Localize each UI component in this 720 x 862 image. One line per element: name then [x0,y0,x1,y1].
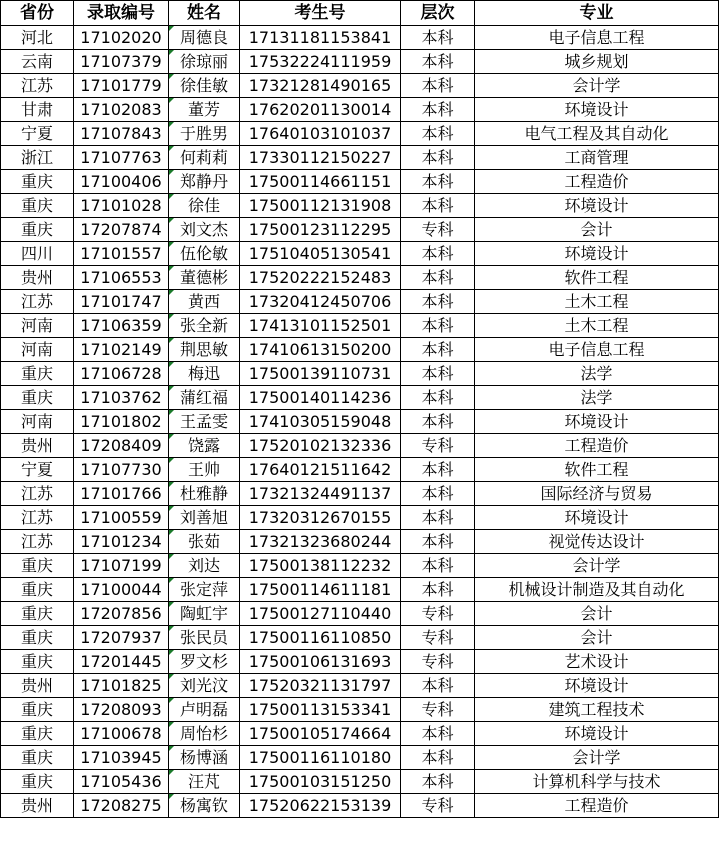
cell-exam-no: 17410305159048 [240,410,401,434]
cell-major: 环境设计 [475,722,719,746]
cell-level: 专科 [401,602,475,626]
cell-exam-no: 17131181153841 [240,26,401,50]
cell-name: 陶虹宇 [169,602,240,626]
cell-admission-no: 17107763 [74,146,169,170]
cell-name: 郑静丹 [169,170,240,194]
cell-exam-no: 17500106131693 [240,650,401,674]
header-name: 姓名 [169,1,240,26]
cell-province: 河南 [1,338,74,362]
cell-province: 四川 [1,242,74,266]
cell-level: 本科 [401,482,475,506]
cell-level: 专科 [401,626,475,650]
cell-exam-no: 17500127110440 [240,602,401,626]
cell-province: 江苏 [1,506,74,530]
cell-major: 视觉传达设计 [475,530,719,554]
cell-province: 宁夏 [1,458,74,482]
cell-level: 本科 [401,722,475,746]
cell-admission-no: 17101802 [74,410,169,434]
table-row [1,698,719,722]
cell-province: 河南 [1,314,74,338]
cell-level: 本科 [401,530,475,554]
cell-name: 张民员 [169,626,240,650]
cell-level: 本科 [401,554,475,578]
cell-admission-no: 17107199 [74,554,169,578]
cell-province: 江苏 [1,482,74,506]
cell-exam-no: 17640121511642 [240,458,401,482]
cell-admission-no: 17101557 [74,242,169,266]
cell-province: 江苏 [1,290,74,314]
cell-province: 重庆 [1,650,74,674]
cell-name: 刘善旭 [169,506,240,530]
cell-level: 本科 [401,74,475,98]
cell-major: 环境设计 [475,98,719,122]
table-row [1,722,719,746]
cell-name: 董德彬 [169,266,240,290]
cell-major: 环境设计 [475,194,719,218]
header-admission-no: 录取编号 [74,1,169,26]
cell-level: 本科 [401,314,475,338]
cell-province: 重庆 [1,626,74,650]
cell-major: 工程造价 [475,794,719,818]
cell-major: 机械设计制造及其自动化 [475,578,719,602]
cell-level: 本科 [401,194,475,218]
cell-exam-no: 17500139110731 [240,362,401,386]
cell-province: 河北 [1,26,74,50]
cell-level: 本科 [401,50,475,74]
table-row [1,50,719,74]
table-row [1,122,719,146]
cell-major: 电子信息工程 [475,26,719,50]
cell-name: 刘达 [169,554,240,578]
header-major: 专业 [475,1,719,26]
table-row [1,746,719,770]
cell-exam-no: 17500140114236 [240,386,401,410]
cell-major: 环境设计 [475,674,719,698]
cell-province: 重庆 [1,194,74,218]
cell-admission-no: 17101747 [74,290,169,314]
cell-level: 本科 [401,578,475,602]
cell-province: 重庆 [1,722,74,746]
cell-exam-no: 17320412450706 [240,290,401,314]
cell-province: 重庆 [1,578,74,602]
cell-level: 本科 [401,242,475,266]
cell-exam-no: 17500114661151 [240,170,401,194]
cell-major: 会计学 [475,554,719,578]
cell-admission-no: 17207856 [74,602,169,626]
cell-major: 法学 [475,386,719,410]
cell-name: 徐佳 [169,194,240,218]
cell-name: 伍伦敏 [169,242,240,266]
cell-admission-no: 17100044 [74,578,169,602]
cell-major: 环境设计 [475,242,719,266]
cell-admission-no: 17106553 [74,266,169,290]
cell-level: 本科 [401,98,475,122]
cell-name: 饶露 [169,434,240,458]
cell-exam-no: 17620201130014 [240,98,401,122]
cell-province: 贵州 [1,434,74,458]
cell-province: 重庆 [1,554,74,578]
cell-major: 土木工程 [475,314,719,338]
cell-exam-no: 17413101152501 [240,314,401,338]
cell-province: 江苏 [1,74,74,98]
cell-major: 城乡规划 [475,50,719,74]
cell-name: 荆思敏 [169,338,240,362]
cell-name: 周怡杉 [169,722,240,746]
cell-major: 土木工程 [475,290,719,314]
cell-major: 工程造价 [475,170,719,194]
cell-major: 电气工程及其自动化 [475,122,719,146]
table-row [1,410,719,434]
cell-admission-no: 17107730 [74,458,169,482]
cell-province: 重庆 [1,170,74,194]
cell-level: 专科 [401,434,475,458]
cell-name: 杨寓钦 [169,794,240,818]
table-row [1,98,719,122]
cell-province: 云南 [1,50,74,74]
table-row [1,794,719,818]
table-row [1,362,719,386]
cell-level: 专科 [401,650,475,674]
table-row [1,338,719,362]
cell-exam-no: 17510405130541 [240,242,401,266]
cell-admission-no: 17207874 [74,218,169,242]
cell-name: 梅迅 [169,362,240,386]
cell-province: 重庆 [1,386,74,410]
cell-major: 会计 [475,602,719,626]
cell-major: 会计学 [475,74,719,98]
cell-name: 徐佳敏 [169,74,240,98]
cell-major: 计算机科学与技术 [475,770,719,794]
cell-level: 本科 [401,386,475,410]
cell-name: 杨博涵 [169,746,240,770]
cell-admission-no: 17102083 [74,98,169,122]
cell-admission-no: 17102149 [74,338,169,362]
table-row [1,674,719,698]
table-row [1,650,719,674]
cell-name: 张定萍 [169,578,240,602]
cell-level: 专科 [401,794,475,818]
cell-level: 本科 [401,122,475,146]
cell-exam-no: 17500123112295 [240,218,401,242]
cell-exam-no: 17410613150200 [240,338,401,362]
table-row [1,458,719,482]
cell-name: 汪芃 [169,770,240,794]
cell-province: 重庆 [1,698,74,722]
cell-major: 国际经济与贸易 [475,482,719,506]
cell-admission-no: 17208093 [74,698,169,722]
cell-exam-no: 17500114611181 [240,578,401,602]
cell-major: 会计 [475,218,719,242]
cell-exam-no: 17532224111959 [240,50,401,74]
table-row [1,218,719,242]
cell-level: 本科 [401,170,475,194]
cell-name: 刘文杰 [169,218,240,242]
cell-province: 河南 [1,410,74,434]
cell-level: 本科 [401,290,475,314]
cell-province: 浙江 [1,146,74,170]
cell-admission-no: 17201445 [74,650,169,674]
header-row [1,1,719,26]
cell-province: 重庆 [1,218,74,242]
cell-province: 重庆 [1,602,74,626]
table-row [1,266,719,290]
table-row [1,434,719,458]
cell-province: 重庆 [1,746,74,770]
cell-province: 江苏 [1,530,74,554]
cell-admission-no: 17102020 [74,26,169,50]
table-row [1,530,719,554]
table-row [1,26,719,50]
header-province: 省份 [1,1,74,26]
table-row [1,74,719,98]
cell-province: 宁夏 [1,122,74,146]
cell-major: 软件工程 [475,458,719,482]
cell-level: 本科 [401,362,475,386]
cell-admission-no: 17101028 [74,194,169,218]
table-row [1,386,719,410]
cell-exam-no: 17500116110180 [240,746,401,770]
cell-exam-no: 17321281490165 [240,74,401,98]
cell-exam-no: 17330112150227 [240,146,401,170]
cell-name: 蒲红福 [169,386,240,410]
cell-name: 罗文杉 [169,650,240,674]
cell-admission-no: 17106728 [74,362,169,386]
table-row [1,602,719,626]
cell-admission-no: 17105436 [74,770,169,794]
cell-province: 甘肃 [1,98,74,122]
cell-name: 徐琼丽 [169,50,240,74]
cell-level: 本科 [401,146,475,170]
cell-admission-no: 17100406 [74,170,169,194]
cell-exam-no: 17520622153139 [240,794,401,818]
cell-exam-no: 17520222152483 [240,266,401,290]
cell-major: 电子信息工程 [475,338,719,362]
cell-name: 杜雅静 [169,482,240,506]
cell-exam-no: 17500105174664 [240,722,401,746]
cell-admission-no: 17208409 [74,434,169,458]
cell-exam-no: 17500138112232 [240,554,401,578]
cell-level: 本科 [401,506,475,530]
cell-exam-no: 17500116110850 [240,626,401,650]
cell-major: 环境设计 [475,410,719,434]
cell-name: 于胜男 [169,122,240,146]
cell-exam-no: 17500103151250 [240,770,401,794]
cell-level: 本科 [401,458,475,482]
cell-admission-no: 17208275 [74,794,169,818]
cell-name: 王孟雯 [169,410,240,434]
cell-name: 刘光汶 [169,674,240,698]
cell-admission-no: 17207937 [74,626,169,650]
table-row [1,314,719,338]
cell-level: 本科 [401,266,475,290]
cell-level: 本科 [401,746,475,770]
cell-level: 本科 [401,674,475,698]
cell-major: 会计学 [475,746,719,770]
table-row [1,506,719,530]
table-row [1,482,719,506]
cell-name: 黄西 [169,290,240,314]
cell-exam-no: 17520102132336 [240,434,401,458]
table-row [1,578,719,602]
cell-level: 本科 [401,770,475,794]
header-level: 层次 [401,1,475,26]
cell-major: 软件工程 [475,266,719,290]
cell-admission-no: 17103762 [74,386,169,410]
table-row [1,626,719,650]
table-row [1,770,719,794]
cell-exam-no: 17321324491137 [240,482,401,506]
cell-major: 法学 [475,362,719,386]
cell-admission-no: 17100559 [74,506,169,530]
cell-exam-no: 17500112131908 [240,194,401,218]
cell-admission-no: 17106359 [74,314,169,338]
cell-province: 贵州 [1,266,74,290]
table-row [1,194,719,218]
cell-name: 周德良 [169,26,240,50]
cell-admission-no: 17101779 [74,74,169,98]
cell-exam-no: 17520321131797 [240,674,401,698]
cell-province: 重庆 [1,362,74,386]
cell-province: 重庆 [1,770,74,794]
cell-exam-no: 17321323680244 [240,530,401,554]
cell-province: 贵州 [1,794,74,818]
cell-name: 张茹 [169,530,240,554]
cell-admission-no: 17103945 [74,746,169,770]
cell-name: 王帅 [169,458,240,482]
cell-admission-no: 17100678 [74,722,169,746]
table-row [1,290,719,314]
cell-level: 专科 [401,698,475,722]
cell-admission-no: 17101234 [74,530,169,554]
table-row [1,242,719,266]
table-row [1,554,719,578]
cell-major: 环境设计 [475,506,719,530]
cell-major: 艺术设计 [475,650,719,674]
cell-name: 董芳 [169,98,240,122]
cell-level: 本科 [401,26,475,50]
cell-admission-no: 17101825 [74,674,169,698]
header-exam-no: 考生号 [240,1,401,26]
cell-province: 贵州 [1,674,74,698]
cell-major: 工程造价 [475,434,719,458]
cell-name: 何莉莉 [169,146,240,170]
table-body [1,26,719,818]
table-row [1,170,719,194]
cell-admission-no: 17107843 [74,122,169,146]
cell-name: 卢明磊 [169,698,240,722]
table-row [1,146,719,170]
cell-major: 会计 [475,626,719,650]
cell-exam-no: 17320312670155 [240,506,401,530]
cell-major: 建筑工程技术 [475,698,719,722]
cell-exam-no: 17500113153341 [240,698,401,722]
cell-major: 工商管理 [475,146,719,170]
cell-level: 本科 [401,410,475,434]
cell-exam-no: 17640103101037 [240,122,401,146]
cell-admission-no: 17101766 [74,482,169,506]
cell-level: 专科 [401,218,475,242]
cell-level: 本科 [401,338,475,362]
cell-name: 张全新 [169,314,240,338]
cell-admission-no: 17107379 [74,50,169,74]
